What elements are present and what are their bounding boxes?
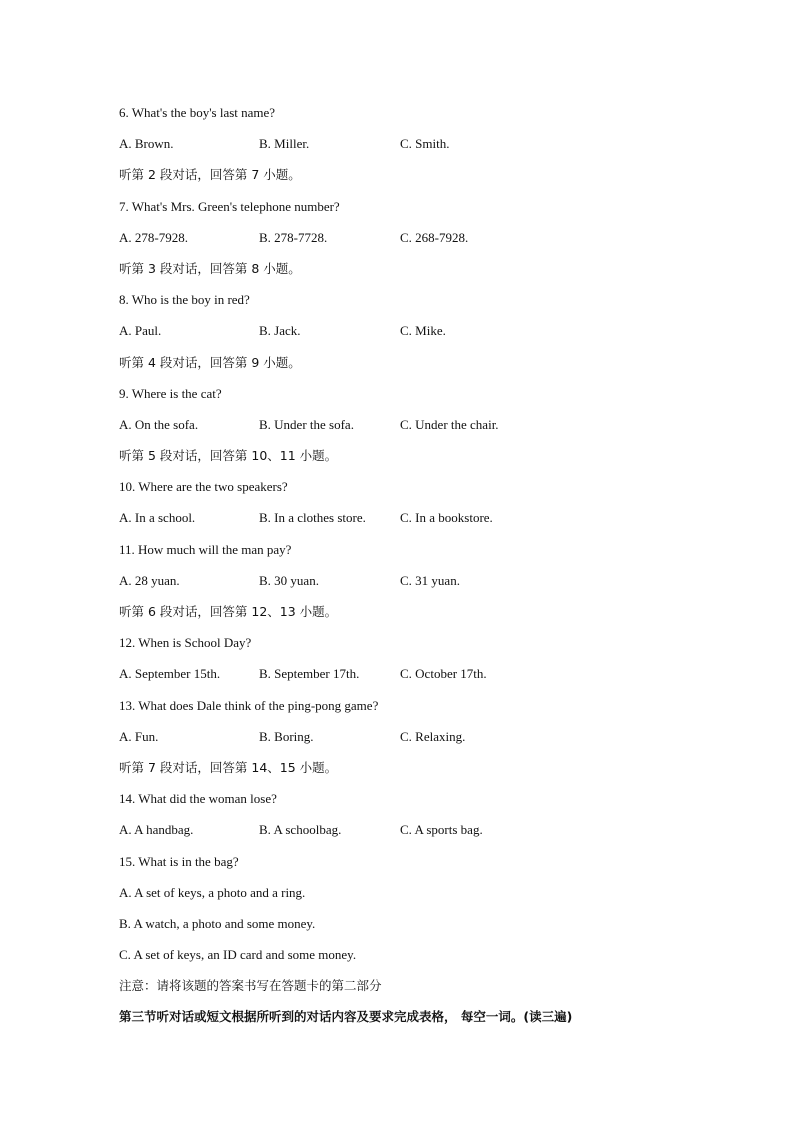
section-instruction: 听第 4 段对话，回答第 9 小题。 [119, 354, 301, 370]
option-a: A. 28 yuan. [119, 572, 180, 588]
option-c: C. Mike. [400, 323, 446, 339]
option-a: A. Brown. [119, 136, 174, 152]
answer-options-row [119, 508, 679, 539]
option-c: C. Smith. [400, 136, 450, 152]
option-c: C. Relaxing. [400, 728, 466, 744]
question-text: 13. What does Dale think of the ping-pong game? [119, 697, 379, 713]
question-text: C. A set of keys, an ID card and some money. [119, 947, 357, 963]
option-b: B. In a clothes store. [259, 510, 366, 526]
option-b: B. September 17th. [259, 666, 360, 682]
option-b: B. Boring. [259, 728, 314, 744]
option-b: B. 30 yuan. [259, 572, 319, 588]
section-instruction: 听第 2 段对话，回答第 7 小题。 [119, 167, 301, 183]
section-heading: 第三节听对话或短文根据所听到的对话内容及要求完成表格， 每空一词。(读三遍) [119, 1009, 573, 1025]
question-text: 9. Where is the cat? [119, 385, 222, 401]
option-a: A. Fun. [119, 728, 159, 744]
option-b: B. Jack. [259, 323, 301, 339]
option-b: B. A schoolbag. [259, 822, 342, 838]
option-a: A. September 15th. [119, 666, 221, 682]
section-instruction: 注意：请将该题的答案书写在答题卡的第二部分 [119, 978, 382, 994]
answer-options-row [119, 664, 679, 695]
exam-content [119, 103, 679, 1039]
question-text: 10. Where are the two speakers? [119, 479, 288, 495]
option-a: A. A handbag. [119, 822, 194, 838]
option-a: A. Paul. [119, 323, 162, 339]
question-text: 14. What did the woman lose? [119, 791, 277, 807]
question-text: 7. What's Mrs. Green's telephone number? [119, 198, 340, 214]
question-text: 15. What is in the bag? [119, 853, 239, 869]
section-instruction: 听第 5 段对话，回答第 10、11 小题。 [119, 448, 338, 464]
option-b: B. Miller. [259, 136, 310, 152]
answer-options-row [119, 228, 679, 259]
answer-options-row [119, 415, 679, 446]
question-text: 6. What's the boy's last name? [119, 105, 276, 120]
option-c: C. 31 yuan. [400, 572, 460, 588]
section-instruction: 听第 7 段对话，回答第 14、15 小题。 [119, 759, 338, 775]
question-text: 8. Who is the boy in red? [119, 292, 250, 308]
option-c: C. October 17th. [400, 666, 487, 682]
question-text: 12. When is School Day? [119, 635, 252, 651]
question-text: B. A watch, a photo and some money. [119, 915, 316, 931]
answer-options-row [119, 571, 679, 602]
option-c: C. In a bookstore. [400, 510, 493, 526]
option-c: C. A sports bag. [400, 822, 483, 838]
question-text: A. A set of keys, a photo and a ring. [119, 884, 306, 900]
section-instruction: 听第 3 段对话，回答第 8 小题。 [119, 260, 301, 276]
option-c: C. Under the chair. [400, 416, 499, 432]
option-c: C. 268-7928. [400, 229, 469, 245]
answer-options-row [119, 820, 679, 851]
section-instruction: 听第 6 段对话，回答第 12、13 小题。 [119, 604, 338, 619]
option-b: B. 278-7728. [259, 229, 328, 245]
question-text: 11. How much will the man pay? [119, 541, 292, 557]
answer-options-row [119, 321, 679, 352]
answer-options-row [119, 727, 679, 758]
option-a: A. In a school. [119, 510, 196, 526]
option-a: A. On the sofa. [119, 416, 199, 432]
answer-options-row [119, 134, 679, 165]
option-a: A. 278-7928. [119, 229, 188, 245]
option-b: B. Under the sofa. [259, 416, 354, 432]
